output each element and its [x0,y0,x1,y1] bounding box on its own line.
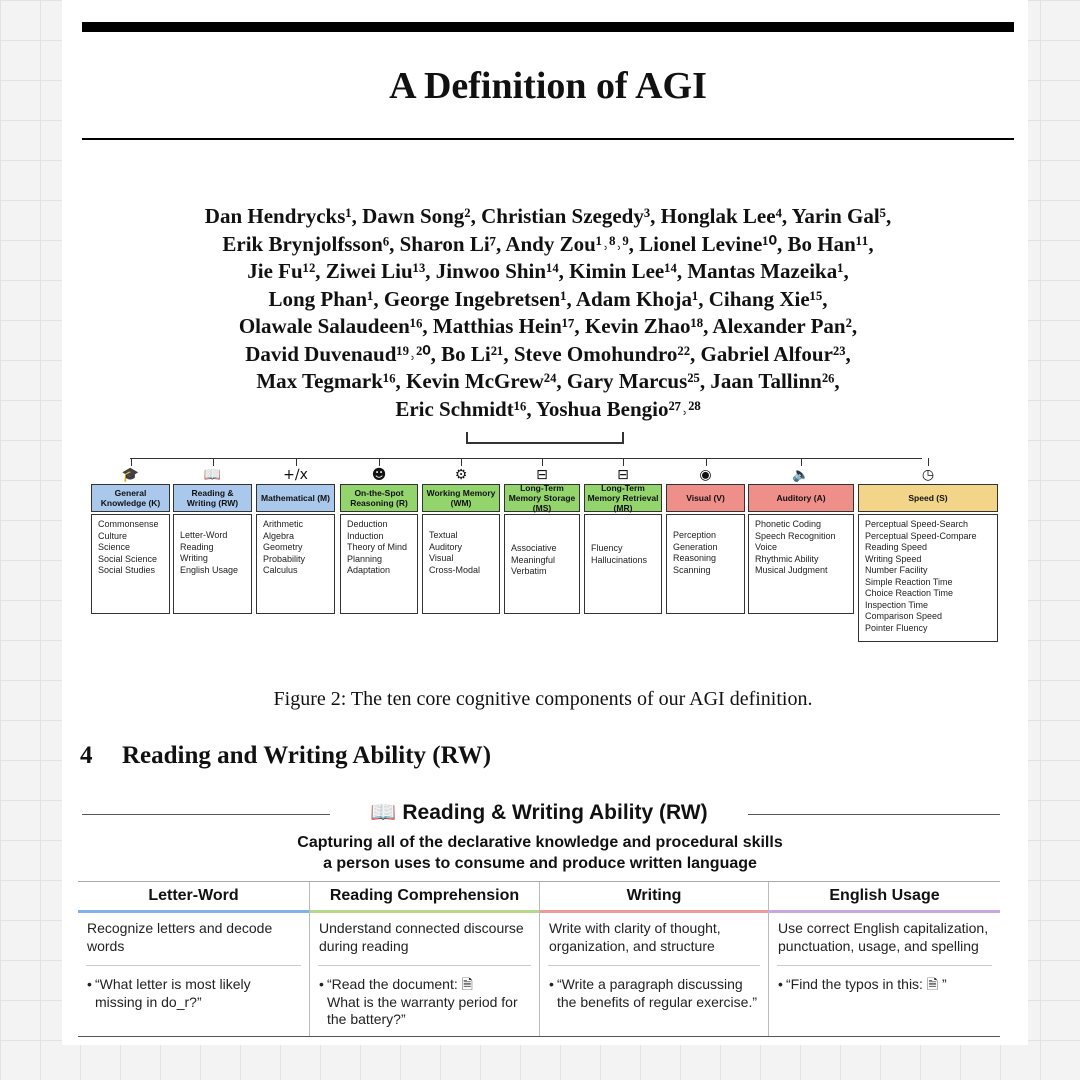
rw-column-header: English Usage [829,887,940,904]
rw-example-text: “Find the typos in this: 🗎 ” [786,976,947,992]
component-item: Scanning [673,564,711,575]
component-stem [213,458,214,466]
rw-panel-title [330,800,748,825]
rw-column-header: Reading Comprehension [329,887,520,904]
component-item: Simple Reaction Time [865,576,953,587]
section-number: 4 [80,742,93,769]
component-item: Visual [429,553,454,563]
brain-icon: ☻ [371,467,387,483]
component-items [340,514,418,614]
math-symbols-icon: +∕x [283,467,308,483]
database-out-icon: ⊟ [617,467,629,483]
component-item: Hallucinations [591,554,648,565]
component-item: Adaptation [347,565,391,575]
rw-column-reading-comprehension [309,882,539,1036]
component-item: Inspection Time [865,599,929,610]
component-title: Reading & Writing (RW) [173,484,252,512]
gear-icon: ⚙ [454,467,468,483]
component-item: Perceptual Speed-Compare [865,530,977,541]
component-items [256,514,335,614]
rw-table [78,881,1000,1037]
open-book-icon: 📖 [203,467,222,483]
bullet-icon: • [549,976,554,992]
component-title: Long-Term Memory Retrieval (MR) [584,484,662,512]
component-items [748,514,854,614]
rw-subtitle-line-1: Capturing all of the declarative knowledge and procedural skills [297,834,783,851]
component-item: Verbatim [511,566,547,576]
component-title: Long-Term Memory Storage (MS) [504,484,580,512]
component-item: Voice [755,542,778,552]
component-item: Phonetic Coding [755,519,822,529]
rw-column-example [310,966,539,1029]
component-item: Writing Speed [865,553,922,564]
bullet-icon: • [778,976,783,992]
paper-title: A Definition of AGI [389,65,707,107]
component-item: Associative [511,543,557,553]
component-title: On-the-Spot Reasoning (R) [340,484,418,512]
component-item: Rhythmic Ability [755,553,819,564]
component-item: Algebra [263,530,295,541]
rw-column-example [540,966,768,1011]
component-title: Auditory (A) [748,484,854,512]
component-item: Number Facility [865,565,928,575]
component-item: Generation [673,541,718,552]
component-item: Commonsense [98,519,159,529]
component-title: Mathematical (M) [256,484,335,512]
component-items [666,514,745,614]
component-item: Science [98,542,131,552]
component-item: Induction [347,530,384,541]
component-item: Calculus [263,565,298,575]
component-stem [623,458,624,466]
rw-panel-subtitle [230,832,850,874]
component-stem [131,458,132,466]
component-item: Speech Recognition [755,530,836,541]
author-list: Dan Hendrycks¹, Dawn Song², Christian Szegedy³, Honglak Lee⁴, Yarin Gal⁵, Erik Brynjolfsson⁶, Sharon Li⁷, Andy Zou¹˒⁸˒⁹, Lionel Levine¹⁰, Bo Han¹¹, Jie Fu¹², Ziwei Liu¹³, Jinwoo Shin¹⁴, Kimin Lee¹⁴, Mantas Mazeika¹, Long Phan¹, George Ingebretsen¹, Adam Khoja¹, Cihang Xie¹⁵, Olawale Salaudeen¹⁶, Matthias Hein¹⁷, Kevin Zhao¹⁸, Alexander Pan², David Duvenaud¹⁹˒²⁰, Bo Li²¹, Steve Omohundro²², Gabriel Alfour²³, Max Tegmark¹⁶, Kevin McGrew²⁴, Gary Marcus²⁵, Jaan Tallinn²⁶, Eric Schmidt¹⁶, Yoshua Bengio²⁷˒²⁸ [204,204,892,421]
component-item: Arithmetic [263,519,304,529]
speaker-icon: 🔈 [792,467,810,483]
component-item: Comparison Speed [865,611,943,621]
component-items [584,514,662,614]
component-item: Culture [98,530,128,541]
component-item: Probability [263,553,306,564]
rw-example-text: “Read the document: 🗎 What is the warranty period for the battery?” [327,976,518,1027]
rw-column-header: Writing [626,887,682,904]
component-stem [928,458,929,466]
figure-bus-line [130,458,922,459]
component-item: Geometry [263,542,303,552]
component-item: Reasoning [673,553,717,563]
rw-column-description: Recognize letters and decode words [87,920,273,954]
component-title: Speed (S) [858,484,998,512]
rw-subtitle-line-2: a person uses to consume and produce written language [323,855,757,872]
component-stem [296,458,297,466]
component-title: Working Memory (WM) [422,484,500,512]
rw-column-description: Use correct English capitalization, punctuation, usage, and spelling [778,920,989,954]
rw-column-writing [539,882,768,1036]
graduation-cap-icon: 🎓 [121,467,140,483]
component-item: Theory of Mind [347,542,408,552]
figure-connector [466,432,624,444]
rw-column-example [769,966,1000,994]
title-top-rule [82,22,1014,32]
component-items [504,514,580,614]
clock-icon: ◷ [921,467,935,483]
rw-column-header: Letter-Word [148,887,239,904]
rw-example-text: “Write a paragraph discussing the benefits of regular exercise.” [557,976,757,1010]
component-item: Textual [429,530,458,540]
component-item: Reading [180,541,214,552]
database-in-icon: ⊟ [536,467,548,483]
component-item: Meaningful [511,554,556,565]
component-item: Planning [347,553,383,564]
component-stem [801,458,802,466]
section-title: Reading and Writing Ability (RW) [122,742,492,769]
component-item: English Usage [180,564,239,575]
component-stem [461,458,462,466]
component-item: Deduction [347,519,388,529]
rw-column-description: Understand connected discourse during reading [319,920,524,954]
component-item: Social Studies [98,565,156,575]
component-title: General Knowledge (K) [91,484,170,512]
rw-column-example [78,966,309,1011]
rw-example-text: “What letter is most likely missing in do_r?” [95,976,251,1010]
rw-column-letter-word [78,882,309,1036]
component-title: Visual (V) [666,484,745,512]
component-stem [542,458,543,466]
title-bottom-rule [82,138,1014,140]
component-item: Auditory [429,541,463,552]
component-items [858,514,998,642]
component-items [91,514,170,614]
rw-title-rule-right [748,814,1000,815]
rw-title-rule-left [82,814,330,815]
rw-column-description: Write with clarity of thought, organization, and structure [549,920,721,954]
component-item: Perceptual Speed-Search [865,519,969,529]
rw-column-english-usage [768,882,1000,1036]
section-heading [80,742,491,770]
component-item: Pointer Fluency [865,622,928,633]
eye-icon: ◉ [699,467,712,483]
component-item: Fluency [591,543,623,553]
bullet-icon: • [319,976,324,992]
component-item: Letter-Word [180,530,228,540]
component-item: Choice Reaction Time [865,588,954,598]
component-item: Reading Speed [865,542,928,552]
open-book-icon: 📖 [370,800,397,824]
component-items [173,514,252,614]
component-item: Perception [673,530,717,540]
component-item: Writing [180,553,208,563]
bullet-icon: • [87,976,92,992]
component-item: Musical Judgment [755,565,828,575]
rw-panel-title-text: Reading & Writing Ability (RW) [402,801,708,824]
component-item: Cross-Modal [429,564,481,575]
figure-caption: Figure 2: The ten core cognitive components of our AGI definition. [273,688,813,710]
component-item: Social Science [98,553,158,564]
component-stem [706,458,707,466]
component-stem [379,458,380,466]
component-items [422,514,500,614]
